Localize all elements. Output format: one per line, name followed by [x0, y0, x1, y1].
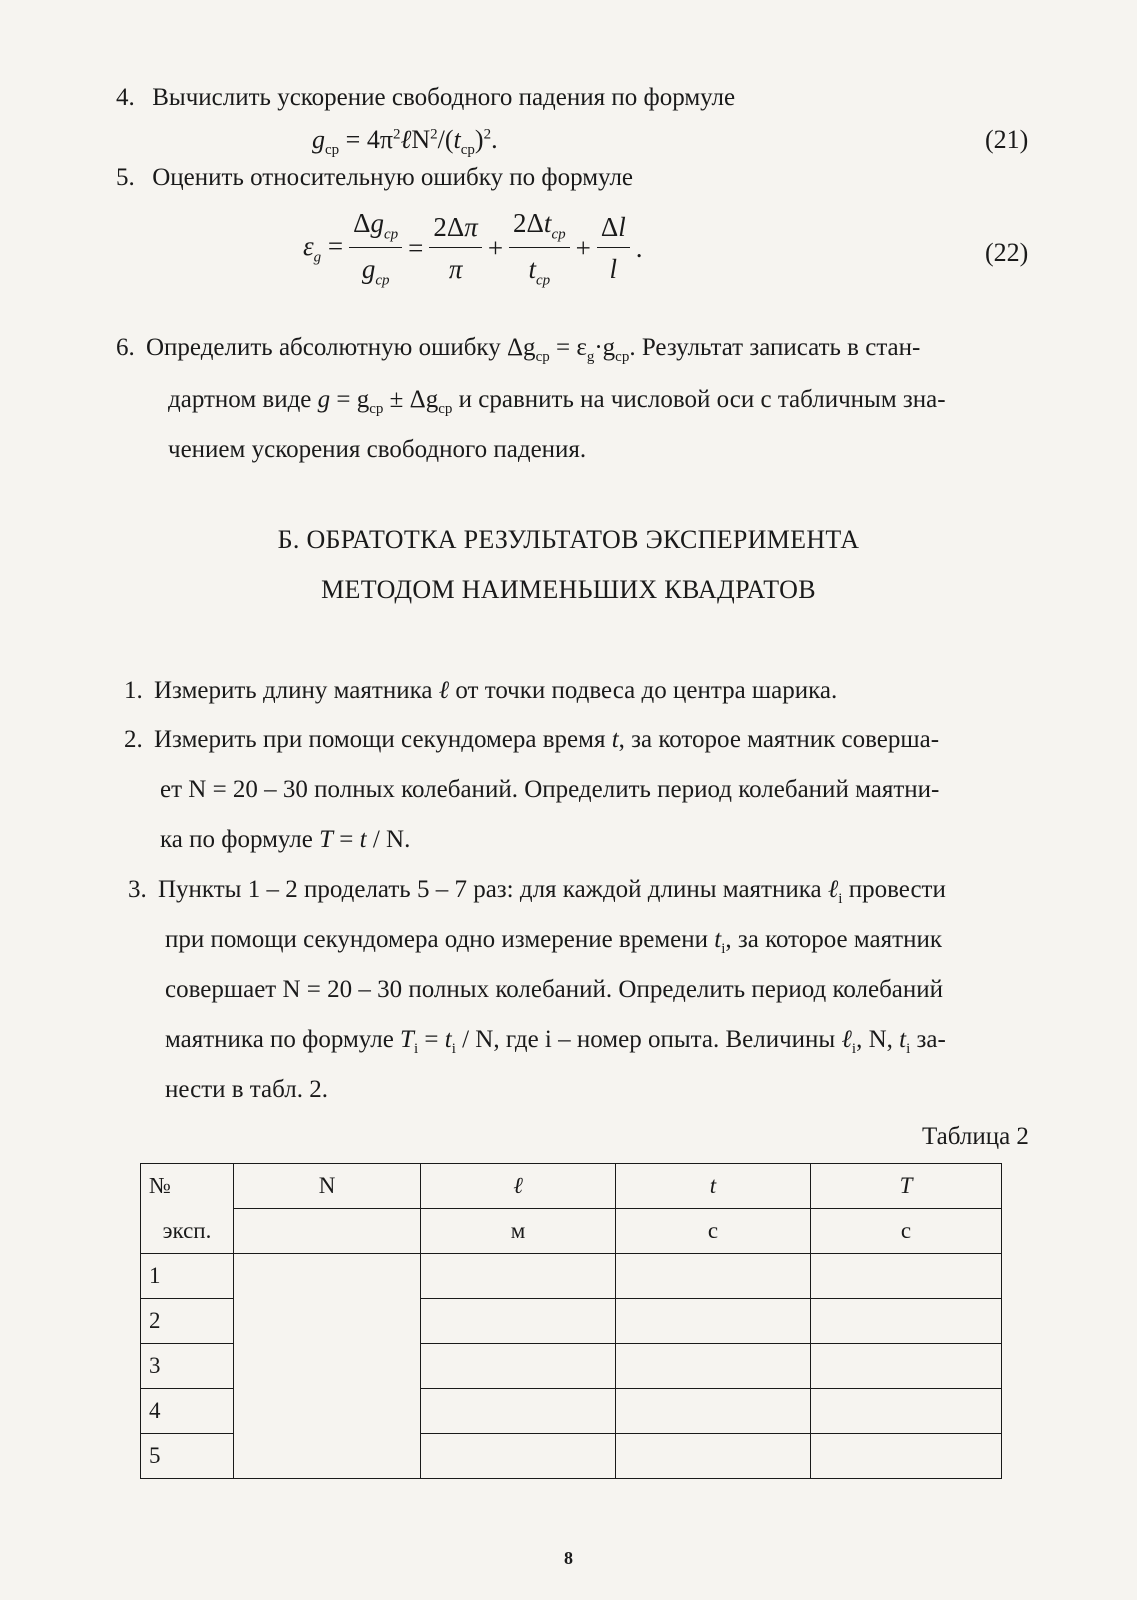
text: = g — [330, 386, 370, 413]
cell — [616, 1344, 811, 1389]
equation-number-21: (21) — [985, 125, 1029, 154]
item-text: . Результат записать в стан- — [629, 334, 921, 361]
equation-number-22: (22) — [985, 238, 1029, 267]
header-T — [811, 1164, 1002, 1209]
row-number: 5 — [141, 1434, 234, 1479]
header-exp: эксп. — [141, 1209, 234, 1254]
text: Измерить при помощи секундомера время — [154, 726, 612, 753]
cell — [616, 1254, 811, 1299]
subscript: i — [451, 1041, 456, 1057]
cell — [811, 1389, 1002, 1434]
item-text: Вычислить ускорение свободного падения по формуле — [152, 84, 736, 111]
b-item-3-line-5: нести в табл. 2. — [165, 1076, 328, 1103]
item-text: Определить абсолютную ошибку Δg — [146, 334, 536, 361]
b-item-1 — [124, 676, 837, 706]
b-item-2 — [124, 725, 939, 755]
text: Измерить длину маятника — [154, 677, 439, 704]
cell — [616, 1299, 811, 1344]
formula-21: $g_{ср}$ = $4\pi^2\ell N^2/(t_{ср})^2$. — [312, 125, 498, 159]
row-number: 3 — [141, 1344, 234, 1389]
subscript: i — [838, 891, 843, 907]
unit-T: с — [811, 1209, 1002, 1254]
page-number: 8 — [564, 1548, 573, 1568]
cell — [811, 1434, 1002, 1479]
b-item-2-line-3 — [160, 825, 410, 855]
n-cell — [234, 1254, 421, 1479]
text: за- — [910, 1026, 946, 1053]
b-item-3 — [128, 875, 946, 914]
text: , N, — [856, 1026, 900, 1053]
text: ± Δg — [383, 386, 439, 413]
item-4 — [116, 83, 735, 113]
text: t — [359, 826, 367, 853]
subscript: i — [413, 1041, 419, 1057]
header-l — [421, 1164, 616, 1209]
item-5 — [116, 163, 633, 193]
text: t — [611, 726, 619, 753]
item-number: 6. — [116, 334, 135, 361]
item-number: 4. — [116, 84, 135, 111]
header-n: N — [234, 1164, 421, 1209]
subscript: i — [721, 941, 726, 957]
text: ℓ — [841, 1026, 852, 1053]
subscript: ср — [369, 401, 384, 417]
text: t — [899, 1026, 907, 1053]
row-number: 1 — [141, 1254, 234, 1299]
cell — [811, 1299, 1002, 1344]
table-units-row — [141, 1209, 1002, 1254]
header-label: № — [149, 1173, 171, 1199]
header-t — [616, 1164, 811, 1209]
cell — [421, 1389, 616, 1434]
item-6 — [116, 333, 920, 372]
header-no — [141, 1164, 234, 1209]
text: / N. — [366, 826, 411, 853]
header-label: T — [899, 1173, 913, 1198]
unit-l: м — [421, 1209, 616, 1254]
text: T — [400, 1026, 414, 1053]
cell — [616, 1389, 811, 1434]
header-label: ℓ — [513, 1173, 523, 1198]
cell — [616, 1434, 811, 1479]
text: / N, где i – номер опыта. Величины — [455, 1026, 842, 1053]
subscript: g — [586, 349, 595, 365]
text: t — [444, 1026, 452, 1053]
table-header-row — [141, 1164, 1002, 1209]
item-number: 1. — [124, 677, 143, 704]
formula-22: $\varepsilon_g$ = $\frac{\Delta g_{ср}}{g_{ср}}$ = $\frac{2\Delta\pi}{\pi}$ + $\frac{2\Delta t_{ср}}{t_{ср}}$ + $\frac{\Delta l}{l}$ . — [303, 208, 643, 289]
item-text: = ε — [549, 334, 587, 361]
unit-t: с — [616, 1209, 811, 1254]
b-item-3-line-2 — [165, 925, 942, 964]
text: t — [714, 926, 722, 953]
item-number: 5. — [116, 164, 135, 191]
cell — [421, 1434, 616, 1479]
text: = — [418, 1026, 445, 1053]
subscript: i — [851, 1041, 857, 1057]
subscript: ср — [615, 349, 630, 365]
section-heading-line-1: Б. ОБРАТОТКА РЕЗУЛЬТАТОВ ЭКСПЕРИМЕНТА — [277, 525, 860, 554]
text: дартном виде — [168, 386, 318, 413]
text: , за которое маятник — [725, 926, 942, 953]
text: при помощи секундомера одно измерение времени — [165, 926, 715, 953]
text: ка по формуле — [160, 826, 320, 853]
cell — [811, 1344, 1002, 1389]
item-6-line-2 — [168, 385, 946, 424]
text: = — [333, 826, 360, 853]
text: T — [319, 826, 334, 853]
row-number: 2 — [141, 1299, 234, 1344]
text: , за которое маятник соверша- — [618, 726, 940, 753]
section-heading-line-2: МЕТОДОМ НАИМЕНЬШИХ КВАДРАТОВ — [321, 575, 816, 604]
b-item-3-line-4 — [165, 1025, 946, 1064]
subscript: ср — [535, 349, 550, 365]
cell — [811, 1254, 1002, 1299]
text: ℓ — [827, 876, 839, 903]
text: провести — [842, 876, 946, 903]
unit-n — [234, 1209, 421, 1254]
text: g — [317, 386, 331, 413]
item-number: 3. — [128, 876, 147, 903]
subscript: i — [906, 1041, 911, 1057]
item-text: Оценить относительную ошибку по формуле — [152, 164, 634, 191]
b-item-3-line-3: совершает N = 20 – 30 полных колебаний. Определить период колебаний — [165, 976, 944, 1003]
subscript: ср — [438, 401, 453, 417]
item-text: ·g — [594, 334, 616, 361]
text: от точки подвеса до центра шарика. — [449, 677, 838, 704]
item-number: 2. — [124, 726, 143, 753]
text: Пункты 1 – 2 проделать 5 – 7 раз: для каждой длины маятника — [158, 876, 828, 903]
text: ℓ — [438, 677, 450, 704]
table-caption: Таблица 2 — [922, 1123, 1029, 1150]
text: маятника по формуле — [165, 1026, 401, 1053]
row-number: 4 — [141, 1389, 234, 1434]
cell — [421, 1344, 616, 1389]
data-table — [140, 1163, 1002, 1479]
table-row — [141, 1254, 1002, 1299]
header-label: t — [709, 1173, 717, 1198]
text: и сравнить на числовой оси с табличным зна- — [452, 386, 946, 413]
item-6-line-3: чением ускорения свободного падения. — [168, 436, 587, 463]
cell — [421, 1299, 616, 1344]
b-item-2-line-2: ет N = 20 – 30 полных колебаний. Определить период колебаний маятни- — [160, 776, 940, 803]
cell — [421, 1254, 616, 1299]
